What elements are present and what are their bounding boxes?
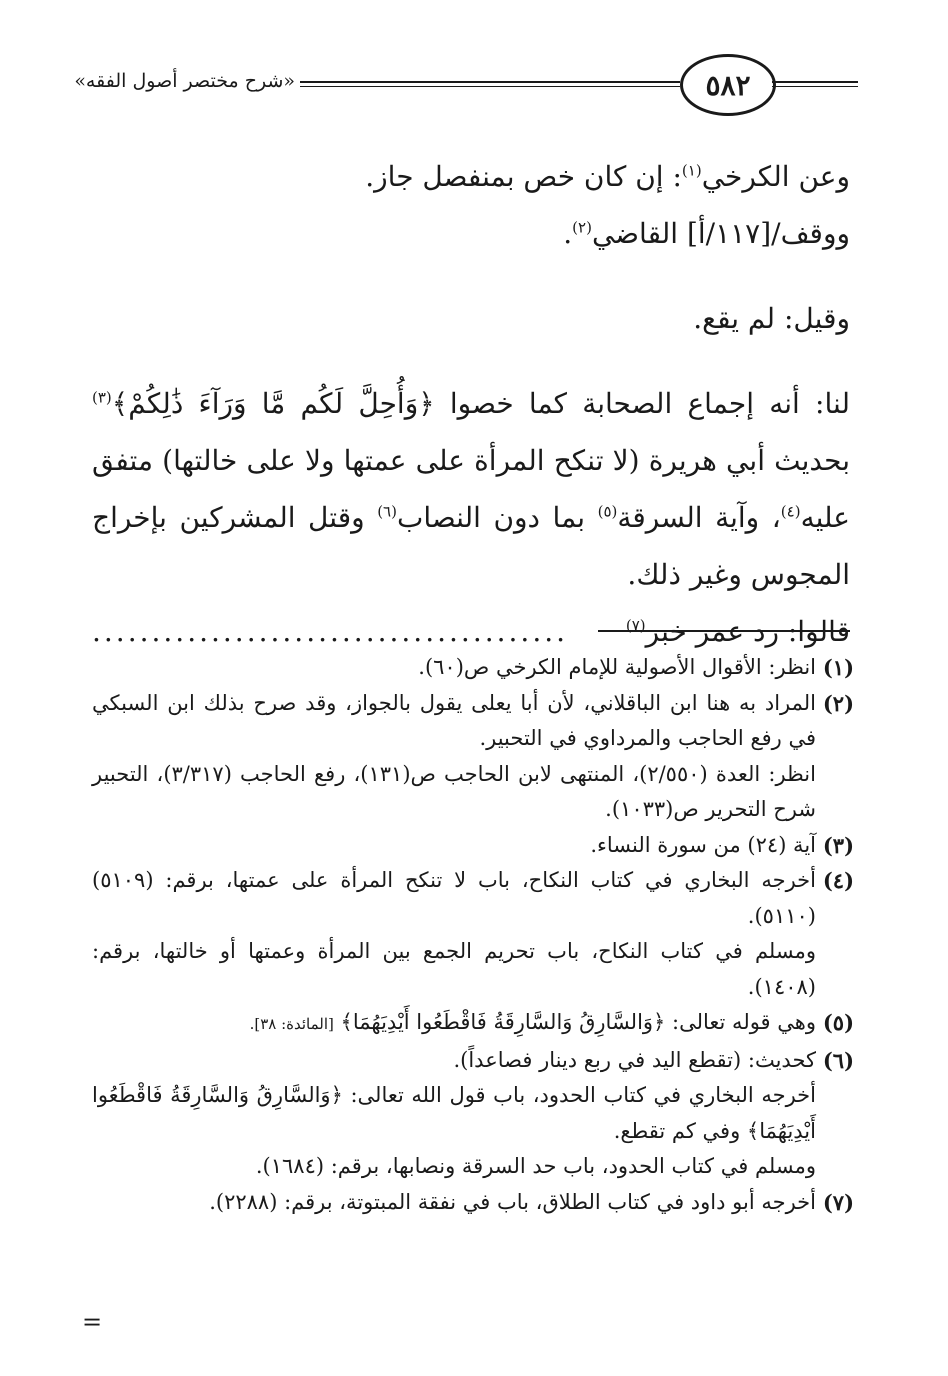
paragraph-text: قالوا: رد عمر خبر [645, 615, 850, 648]
page-number-badge [680, 54, 776, 116]
footnote-7 [92, 1185, 854, 1221]
header-rule-right [772, 81, 858, 87]
footnote-ref: (٢) [572, 218, 592, 237]
footnote-number: (٤) [822, 868, 854, 893]
footnote-number: (٣) [822, 832, 854, 858]
footnote-ref: (٥) [597, 502, 618, 521]
footnote-2 [92, 686, 854, 828]
page-number: ٥٨٢ [705, 68, 751, 102]
paragraph-text: وقتل المشركين بإخراج المجوس وغير ذلك. [92, 501, 850, 591]
footnotes [92, 650, 854, 1220]
footnote-number: (٧) [822, 1189, 854, 1215]
footnote-ref: (٧) [625, 616, 646, 635]
header-rule-left [300, 81, 680, 87]
page-header [74, 48, 850, 118]
footnote-text: المراد به هنا ابن الباقلاني، لأن أبا يعلى يقول بالجواز، وقد صرح بذلك ابن السبكي في رفع الحاجب والمرداوي في التحبير. [92, 690, 816, 750]
footnote-text: انظر: العدة (٢/٥٥٠)، المنتهى لابن الحاجب ص(١٣١)، رفع الحاجب (٣/٣١٧)، التحبير شرح التحرير ص(١٠٣٣). [92, 761, 816, 821]
paragraph-text: وعن الكرخي [701, 160, 850, 193]
paragraph-text: ، وآية السرقة [617, 501, 781, 534]
footnote-text [92, 1005, 816, 1043]
footnote-text: كحديث: (تقطع اليد في ربع دينار فصاعداً). [453, 1047, 816, 1072]
footnote-text: وهي قوله تعالى: ﴿وَالسَّارِقُ وَالسَّارِقَةُ فَاقْطَعُوا أَيْدِيَهُمَا﴾ [333, 1010, 816, 1034]
footnote-text: ومسلم في كتاب النكاح، باب تحريم الجمع بين المرأة وعمتها أو خالتها، برقم: (١٤٠٨). [92, 939, 816, 999]
paragraph-text: ووقف/[١١٧/أ] القاضي [591, 217, 850, 250]
footnote-4 [92, 863, 854, 1005]
paragraph-text: بما دون النصاب [396, 501, 598, 534]
paragraph-text: لنا: أنه إجماع الصحابة كما خصوا ﴿وَأُحِلَّ لَكُم مَّا وَرَآءَ ذَٰلِكُمْ﴾ [111, 387, 850, 420]
book-title: «شرح مختصر أصول الفقه» [74, 70, 295, 92]
footnote-text: أخرجه البخاري في كتاب الحدود، باب قول الله تعالى: ﴿وَالسَّارِقُ وَالسَّارِقَةُ فَاقْطَعُوا أَيْدِيَهُمَا﴾ وفي كم تقطع. [92, 1083, 816, 1143]
continuation-mark: = [82, 1308, 103, 1336]
paragraph-qila: وقيل: لم يقع. [693, 302, 850, 335]
footnote-number: (٦) [822, 1047, 854, 1073]
footnote-3 [92, 828, 854, 864]
footnote-ref: (١) [681, 161, 702, 180]
footnote-5 [92, 1005, 854, 1043]
footnote-number: (٢) [822, 690, 854, 716]
paragraph-text: . [563, 217, 573, 250]
footnote-separator [598, 630, 850, 632]
spacer [92, 262, 850, 290]
paragraph-karkhi [92, 148, 850, 205]
footnote-text: أخرجه البخاري في كتاب النكاح، باب لا تنكح المرأة على عمتها، برقم: (٥١٠٩) (٥١١٠). [92, 868, 816, 928]
main-text [92, 148, 850, 660]
footnote-number: (١) [822, 655, 854, 680]
footnote-6 [92, 1043, 854, 1185]
surah-reference: [المائدة: ٣٨]. [249, 1015, 334, 1033]
continuation-dots: ........................................ [92, 615, 569, 648]
paragraph-qadi [92, 205, 850, 262]
footnote-1 [92, 650, 854, 686]
spacer [92, 347, 850, 375]
footnote-ref: (٦) [377, 502, 397, 521]
footnote-text: آية (٢٤) من سورة النساء. [590, 832, 816, 857]
footnote-text: ومسلم في كتاب الحدود، باب حد السرقة ونصابها، برقم: (١٦٨٤). [255, 1154, 816, 1178]
paragraph-argument [92, 375, 850, 603]
paragraph-text: بحديث أبي هريرة (لا تنكح المرأة على عمتها ولا على خالتها) متفق عليه [92, 444, 851, 534]
footnote-text: انظر: الأقوال الأصولية للإمام الكرخي ص(٦٠). [418, 655, 816, 679]
paragraph-text: : إن كان خص بمنفصل جاز. [365, 160, 682, 193]
footnote-text: أخرجه أبو داود في كتاب الطلاق، باب في نفقة المبتوتة، برقم: (٢٢٨٨). [209, 1189, 816, 1214]
footnote-ref: (٣) [92, 388, 112, 407]
footnote-ref: (٤) [780, 502, 801, 521]
footnote-number: (٥) [822, 1010, 854, 1035]
